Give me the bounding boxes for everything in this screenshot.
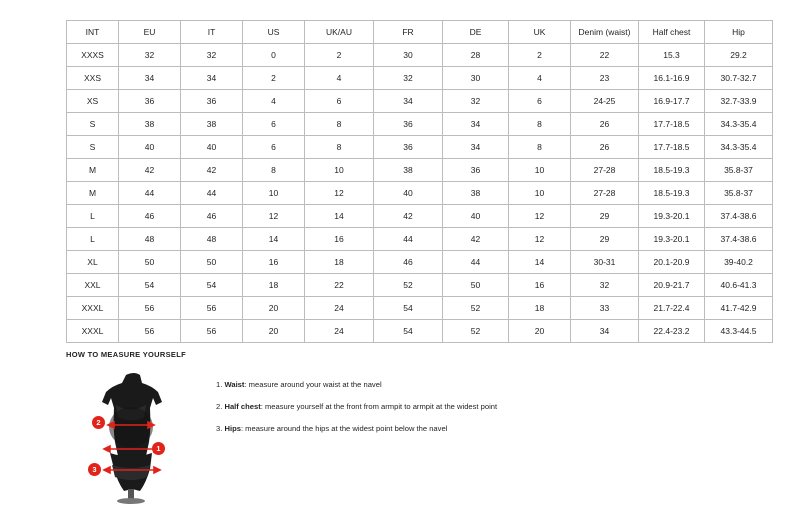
cell: XXL bbox=[67, 274, 119, 297]
cell: 19.3-20.1 bbox=[639, 228, 705, 251]
cell: 32 bbox=[443, 90, 509, 113]
cell: 50 bbox=[119, 251, 181, 274]
table-row bbox=[67, 159, 773, 182]
cell: 54 bbox=[181, 274, 243, 297]
cell: 38 bbox=[443, 182, 509, 205]
cell: XS bbox=[67, 90, 119, 113]
how-to-measure-body bbox=[66, 369, 766, 504]
cell: 44 bbox=[374, 228, 443, 251]
table-row bbox=[67, 251, 773, 274]
cell: 19.3-20.1 bbox=[639, 205, 705, 228]
cell: 12 bbox=[509, 205, 571, 228]
how-to-measure-title: HOW TO MEASURE YOURSELF bbox=[66, 350, 186, 359]
cell: 20.1-20.9 bbox=[639, 251, 705, 274]
cell: 34 bbox=[443, 113, 509, 136]
cell: 24 bbox=[305, 297, 374, 320]
cell: 34 bbox=[119, 67, 181, 90]
cell: 44 bbox=[181, 182, 243, 205]
cell: 6 bbox=[305, 90, 374, 113]
measure-note-half-chest bbox=[216, 401, 497, 412]
cell: M bbox=[67, 182, 119, 205]
cell: 10 bbox=[509, 182, 571, 205]
cell: 54 bbox=[374, 297, 443, 320]
cell: 4 bbox=[509, 67, 571, 90]
table-row bbox=[67, 90, 773, 113]
cell: 29 bbox=[571, 228, 639, 251]
cell: 15.3 bbox=[639, 44, 705, 67]
cell: 29 bbox=[571, 205, 639, 228]
cell: 17.7-18.5 bbox=[639, 136, 705, 159]
cell: 18 bbox=[509, 297, 571, 320]
cell: 21.7-22.4 bbox=[639, 297, 705, 320]
cell: 34 bbox=[181, 67, 243, 90]
cell: 35.8-37 bbox=[705, 159, 773, 182]
cell: L bbox=[67, 228, 119, 251]
cell: 32 bbox=[374, 67, 443, 90]
cell: 30 bbox=[374, 44, 443, 67]
cell: 12 bbox=[243, 205, 305, 228]
cell: 12 bbox=[509, 228, 571, 251]
table-row bbox=[67, 274, 773, 297]
cell: 29.2 bbox=[705, 44, 773, 67]
cell: 36 bbox=[374, 136, 443, 159]
cell: XXXL bbox=[67, 320, 119, 343]
mannequin-figure bbox=[66, 369, 196, 504]
cell: 32 bbox=[119, 44, 181, 67]
cell: 20.9-21.7 bbox=[639, 274, 705, 297]
cell: 20 bbox=[509, 320, 571, 343]
cell: 39-40.2 bbox=[705, 251, 773, 274]
measure-badge-hips: 3 bbox=[88, 463, 101, 476]
table-row bbox=[67, 320, 773, 343]
cell: 48 bbox=[119, 228, 181, 251]
cell: 8 bbox=[305, 136, 374, 159]
cell: 24-25 bbox=[571, 90, 639, 113]
cell: 18.5-19.3 bbox=[639, 159, 705, 182]
column-header: Denim (waist) bbox=[571, 21, 639, 44]
table-row bbox=[67, 67, 773, 90]
cell: 35.8-37 bbox=[705, 182, 773, 205]
cell: 34 bbox=[571, 320, 639, 343]
cell: XL bbox=[67, 251, 119, 274]
cell: 26 bbox=[571, 113, 639, 136]
cell: 46 bbox=[181, 205, 243, 228]
mannequin-illustration bbox=[66, 369, 196, 504]
cell: 56 bbox=[119, 320, 181, 343]
cell: 30 bbox=[443, 67, 509, 90]
cell: 8 bbox=[509, 113, 571, 136]
cell: 50 bbox=[443, 274, 509, 297]
size-table-container bbox=[66, 20, 757, 343]
cell: 18.5-19.3 bbox=[639, 182, 705, 205]
table-row bbox=[67, 205, 773, 228]
column-header: IT bbox=[181, 21, 243, 44]
cell: 44 bbox=[443, 251, 509, 274]
cell: 38 bbox=[374, 159, 443, 182]
cell: XXXS bbox=[67, 44, 119, 67]
cell: 38 bbox=[181, 113, 243, 136]
cell: 48 bbox=[181, 228, 243, 251]
cell: 22.4-23.2 bbox=[639, 320, 705, 343]
cell: 52 bbox=[374, 274, 443, 297]
cell: 56 bbox=[181, 297, 243, 320]
how-to-measure-section bbox=[66, 350, 766, 504]
cell: 12 bbox=[305, 182, 374, 205]
cell: S bbox=[67, 113, 119, 136]
cell: 14 bbox=[243, 228, 305, 251]
cell: 33 bbox=[571, 297, 639, 320]
column-header: UK/AU bbox=[305, 21, 374, 44]
cell: 27-28 bbox=[571, 182, 639, 205]
cell: 0 bbox=[243, 44, 305, 67]
cell: 28 bbox=[443, 44, 509, 67]
cell: 54 bbox=[374, 320, 443, 343]
cell: 26 bbox=[571, 136, 639, 159]
cell: 17.7-18.5 bbox=[639, 113, 705, 136]
cell: 38 bbox=[119, 113, 181, 136]
note-text: : measure around the hips at the widest point below the navel bbox=[240, 424, 448, 433]
column-header: FR bbox=[374, 21, 443, 44]
cell: 20 bbox=[243, 297, 305, 320]
table-row bbox=[67, 113, 773, 136]
cell: 24 bbox=[305, 320, 374, 343]
cell: 34 bbox=[374, 90, 443, 113]
column-header: EU bbox=[119, 21, 181, 44]
measure-notes bbox=[216, 369, 497, 445]
column-header: Half chest bbox=[639, 21, 705, 44]
note-term: Hips bbox=[224, 424, 241, 433]
cell: 30-31 bbox=[571, 251, 639, 274]
cell: 32.7-33.9 bbox=[705, 90, 773, 113]
cell: 42 bbox=[443, 228, 509, 251]
cell: 34 bbox=[443, 136, 509, 159]
cell: 6 bbox=[243, 113, 305, 136]
cell: 16 bbox=[243, 251, 305, 274]
cell: 56 bbox=[181, 320, 243, 343]
cell: 2 bbox=[305, 44, 374, 67]
cell: 32 bbox=[571, 274, 639, 297]
table-header-row bbox=[67, 21, 773, 44]
cell: 34.3-35.4 bbox=[705, 113, 773, 136]
cell: 8 bbox=[243, 159, 305, 182]
cell: 27-28 bbox=[571, 159, 639, 182]
cell: 2 bbox=[509, 44, 571, 67]
column-header: UK bbox=[509, 21, 571, 44]
cell: 42 bbox=[181, 159, 243, 182]
cell: 2 bbox=[243, 67, 305, 90]
cell: 16.9-17.7 bbox=[639, 90, 705, 113]
cell: 23 bbox=[571, 67, 639, 90]
note-term: Half chest bbox=[224, 402, 261, 411]
cell: M bbox=[67, 159, 119, 182]
cell: 44 bbox=[119, 182, 181, 205]
column-header: DE bbox=[443, 21, 509, 44]
size-conversion-table bbox=[66, 20, 773, 343]
cell: 56 bbox=[119, 297, 181, 320]
cell: 36 bbox=[443, 159, 509, 182]
cell: 52 bbox=[443, 297, 509, 320]
cell: 20 bbox=[243, 320, 305, 343]
cell: 8 bbox=[509, 136, 571, 159]
cell: 46 bbox=[374, 251, 443, 274]
cell: 36 bbox=[119, 90, 181, 113]
column-header: US bbox=[243, 21, 305, 44]
cell: 18 bbox=[305, 251, 374, 274]
cell: 14 bbox=[305, 205, 374, 228]
cell: 43.3-44.5 bbox=[705, 320, 773, 343]
measure-badge-waist: 1 bbox=[152, 442, 165, 455]
note-number: 3. bbox=[216, 424, 223, 433]
note-text: : measure yourself at the front from armpit to armpit at the widest point bbox=[260, 402, 498, 411]
table-row bbox=[67, 228, 773, 251]
cell: 18 bbox=[243, 274, 305, 297]
cell: 40 bbox=[443, 205, 509, 228]
cell: 37.4-38.6 bbox=[705, 205, 773, 228]
cell: 10 bbox=[305, 159, 374, 182]
cell: 40 bbox=[119, 136, 181, 159]
cell: 41.7-42.9 bbox=[705, 297, 773, 320]
cell: 46 bbox=[119, 205, 181, 228]
note-term: Waist bbox=[224, 380, 245, 389]
cell: 10 bbox=[509, 159, 571, 182]
note-number: 1. bbox=[216, 380, 223, 389]
cell: 36 bbox=[374, 113, 443, 136]
cell: 30.7-32.7 bbox=[705, 67, 773, 90]
table-row bbox=[67, 44, 773, 67]
cell: 22 bbox=[571, 44, 639, 67]
cell: 37.4-38.6 bbox=[705, 228, 773, 251]
cell: 10 bbox=[243, 182, 305, 205]
cell: 40 bbox=[374, 182, 443, 205]
cell: 40.6-41.3 bbox=[705, 274, 773, 297]
cell: 4 bbox=[305, 67, 374, 90]
cell: 8 bbox=[305, 113, 374, 136]
cell: 16 bbox=[509, 274, 571, 297]
cell: 6 bbox=[509, 90, 571, 113]
cell: 54 bbox=[119, 274, 181, 297]
note-text: : measure around your waist at the navel bbox=[244, 380, 382, 389]
cell: XXS bbox=[67, 67, 119, 90]
cell: L bbox=[67, 205, 119, 228]
measure-badge-half-chest: 2 bbox=[92, 416, 105, 429]
cell: 14 bbox=[509, 251, 571, 274]
cell: 42 bbox=[119, 159, 181, 182]
table-row bbox=[67, 182, 773, 205]
cell: 16 bbox=[305, 228, 374, 251]
cell: 36 bbox=[181, 90, 243, 113]
measure-note-hips bbox=[216, 423, 497, 434]
cell: 42 bbox=[374, 205, 443, 228]
cell: 34.3-35.4 bbox=[705, 136, 773, 159]
cell: S bbox=[67, 136, 119, 159]
cell: XXXL bbox=[67, 297, 119, 320]
cell: 4 bbox=[243, 90, 305, 113]
cell: 22 bbox=[305, 274, 374, 297]
cell: 6 bbox=[243, 136, 305, 159]
measure-note-waist bbox=[216, 379, 497, 390]
note-number: 2. bbox=[216, 402, 223, 411]
cell: 52 bbox=[443, 320, 509, 343]
cell: 32 bbox=[181, 44, 243, 67]
cell: 40 bbox=[181, 136, 243, 159]
table-row bbox=[67, 136, 773, 159]
cell: 50 bbox=[181, 251, 243, 274]
cell: 16.1-16.9 bbox=[639, 67, 705, 90]
table-row bbox=[67, 297, 773, 320]
column-header: Hip bbox=[705, 21, 773, 44]
column-header: INT bbox=[67, 21, 119, 44]
